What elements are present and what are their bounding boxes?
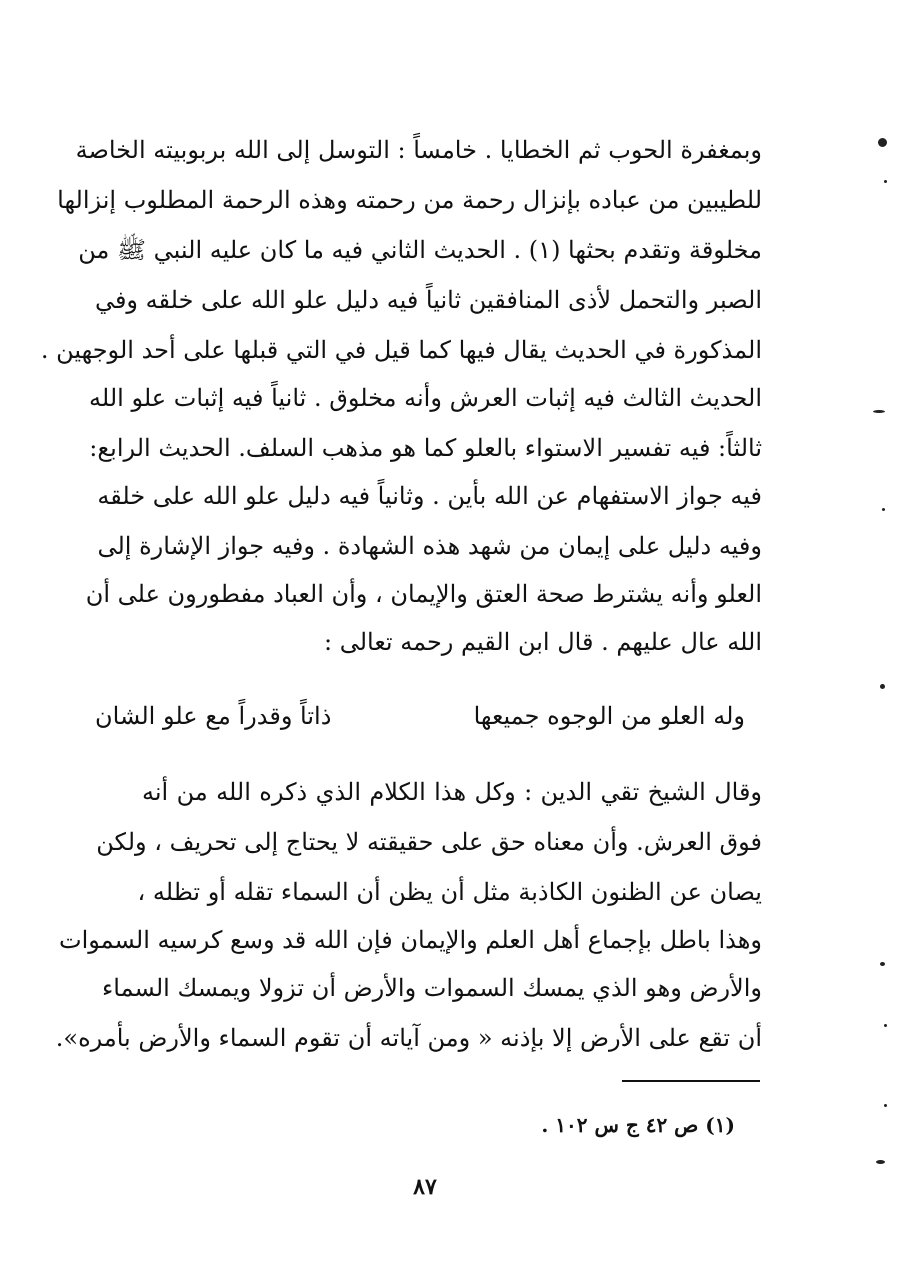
poetry-verse (95, 694, 745, 738)
page-number: ٨٧ (413, 1174, 437, 1200)
body-line-2: للطيبين من عباده بإنزال رحمة من رحمته وهذه الرحمة المطلوب إنزالها (57, 186, 762, 214)
body-line-17: أن تقع على الأرض إلا بإذنه « ومن آياته أن تقوم السماء والأرض بأمره». (55, 1024, 762, 1052)
footnote-separator (622, 1080, 760, 1082)
body-line-8: فيه جواز الاستفهام عن الله بأين . وثانياً فيه دليل علو الله على خلقه (97, 482, 762, 510)
body-line-4: الصبر والتحمل لأذى المنافقين ثانياً فيه دليل علو الله على خلقه وفي (94, 286, 762, 314)
margin-dot-mark (878, 138, 887, 147)
margin-dot-mark (880, 962, 885, 966)
body-line-10: العلو وأنه يشترط صحة العتق والإيمان ، وأن العباد مفطورون على أن (85, 580, 762, 608)
margin-dot-mark (880, 684, 885, 689)
margin-dot-mark (884, 180, 887, 183)
body-line-11: الله عال عليهم . قال ابن القيم رحمه تعالى : (323, 628, 762, 656)
body-line-7: ثالثاً: فيه تفسير الاستواء بالعلو كما هو مذهب السلف. الحديث الرابع: (89, 434, 762, 462)
margin-dash-mark (876, 1160, 885, 1164)
body-line-15: وهذا باطل بإجماع أهل العلم والإيمان فإن الله قد وسع كرسيه السموات (58, 926, 762, 954)
verse-second-hemistich: ذاتاً وقدراً مع علو الشان (95, 702, 332, 730)
margin-dot-mark (884, 1104, 887, 1107)
body-line-9: وفيه دليل على إيمان من شهد هذه الشهادة . وفيه جواز الإشارة إلى (97, 532, 762, 560)
body-line-12: وقال الشيخ تقي الدين : وكل هذا الكلام الذي ذكره الله من أنه (142, 778, 762, 806)
body-line-3: مخلوقة وتقدم بحثها (١) . الحديث الثاني فيه ما كان عليه النبي ﷺ من (78, 236, 762, 264)
body-line-13: فوق العرش. وأن معناه حق على حقيقته لا يحتاج إلى تحريف ، ولكن (96, 828, 762, 856)
body-line-16: والأرض وهو الذي يمسك السموات والأرض أن تزولا ويمسك السماء (101, 974, 762, 1002)
margin-dot-mark (882, 508, 885, 511)
margin-dash-mark (873, 410, 885, 413)
footnote: (١) ص ٤٢ ج س ١٠٢ . (541, 1113, 735, 1137)
margin-dot-mark (884, 1024, 887, 1027)
body-line-5: المذكورة في الحديث يقال فيها كما قيل في التي قبلها على أحد الوجهين . (40, 336, 762, 364)
verse-first-hemistich: وله العلو من الوجوه جميعها (473, 702, 745, 730)
body-line-6: الحديث الثالث فيه إثبات العرش وأنه مخلوق . ثانياً فيه إثبات علو الله (89, 384, 762, 412)
body-line-14: يصان عن الظنون الكاذبة مثل أن يظن أن السماء تقله أو تظله ، (137, 878, 762, 906)
body-line-1: وبمغفرة الحوب ثم الخطايا . خامساً : التوسل إلى الله بربوبيته الخاصة (75, 136, 762, 164)
